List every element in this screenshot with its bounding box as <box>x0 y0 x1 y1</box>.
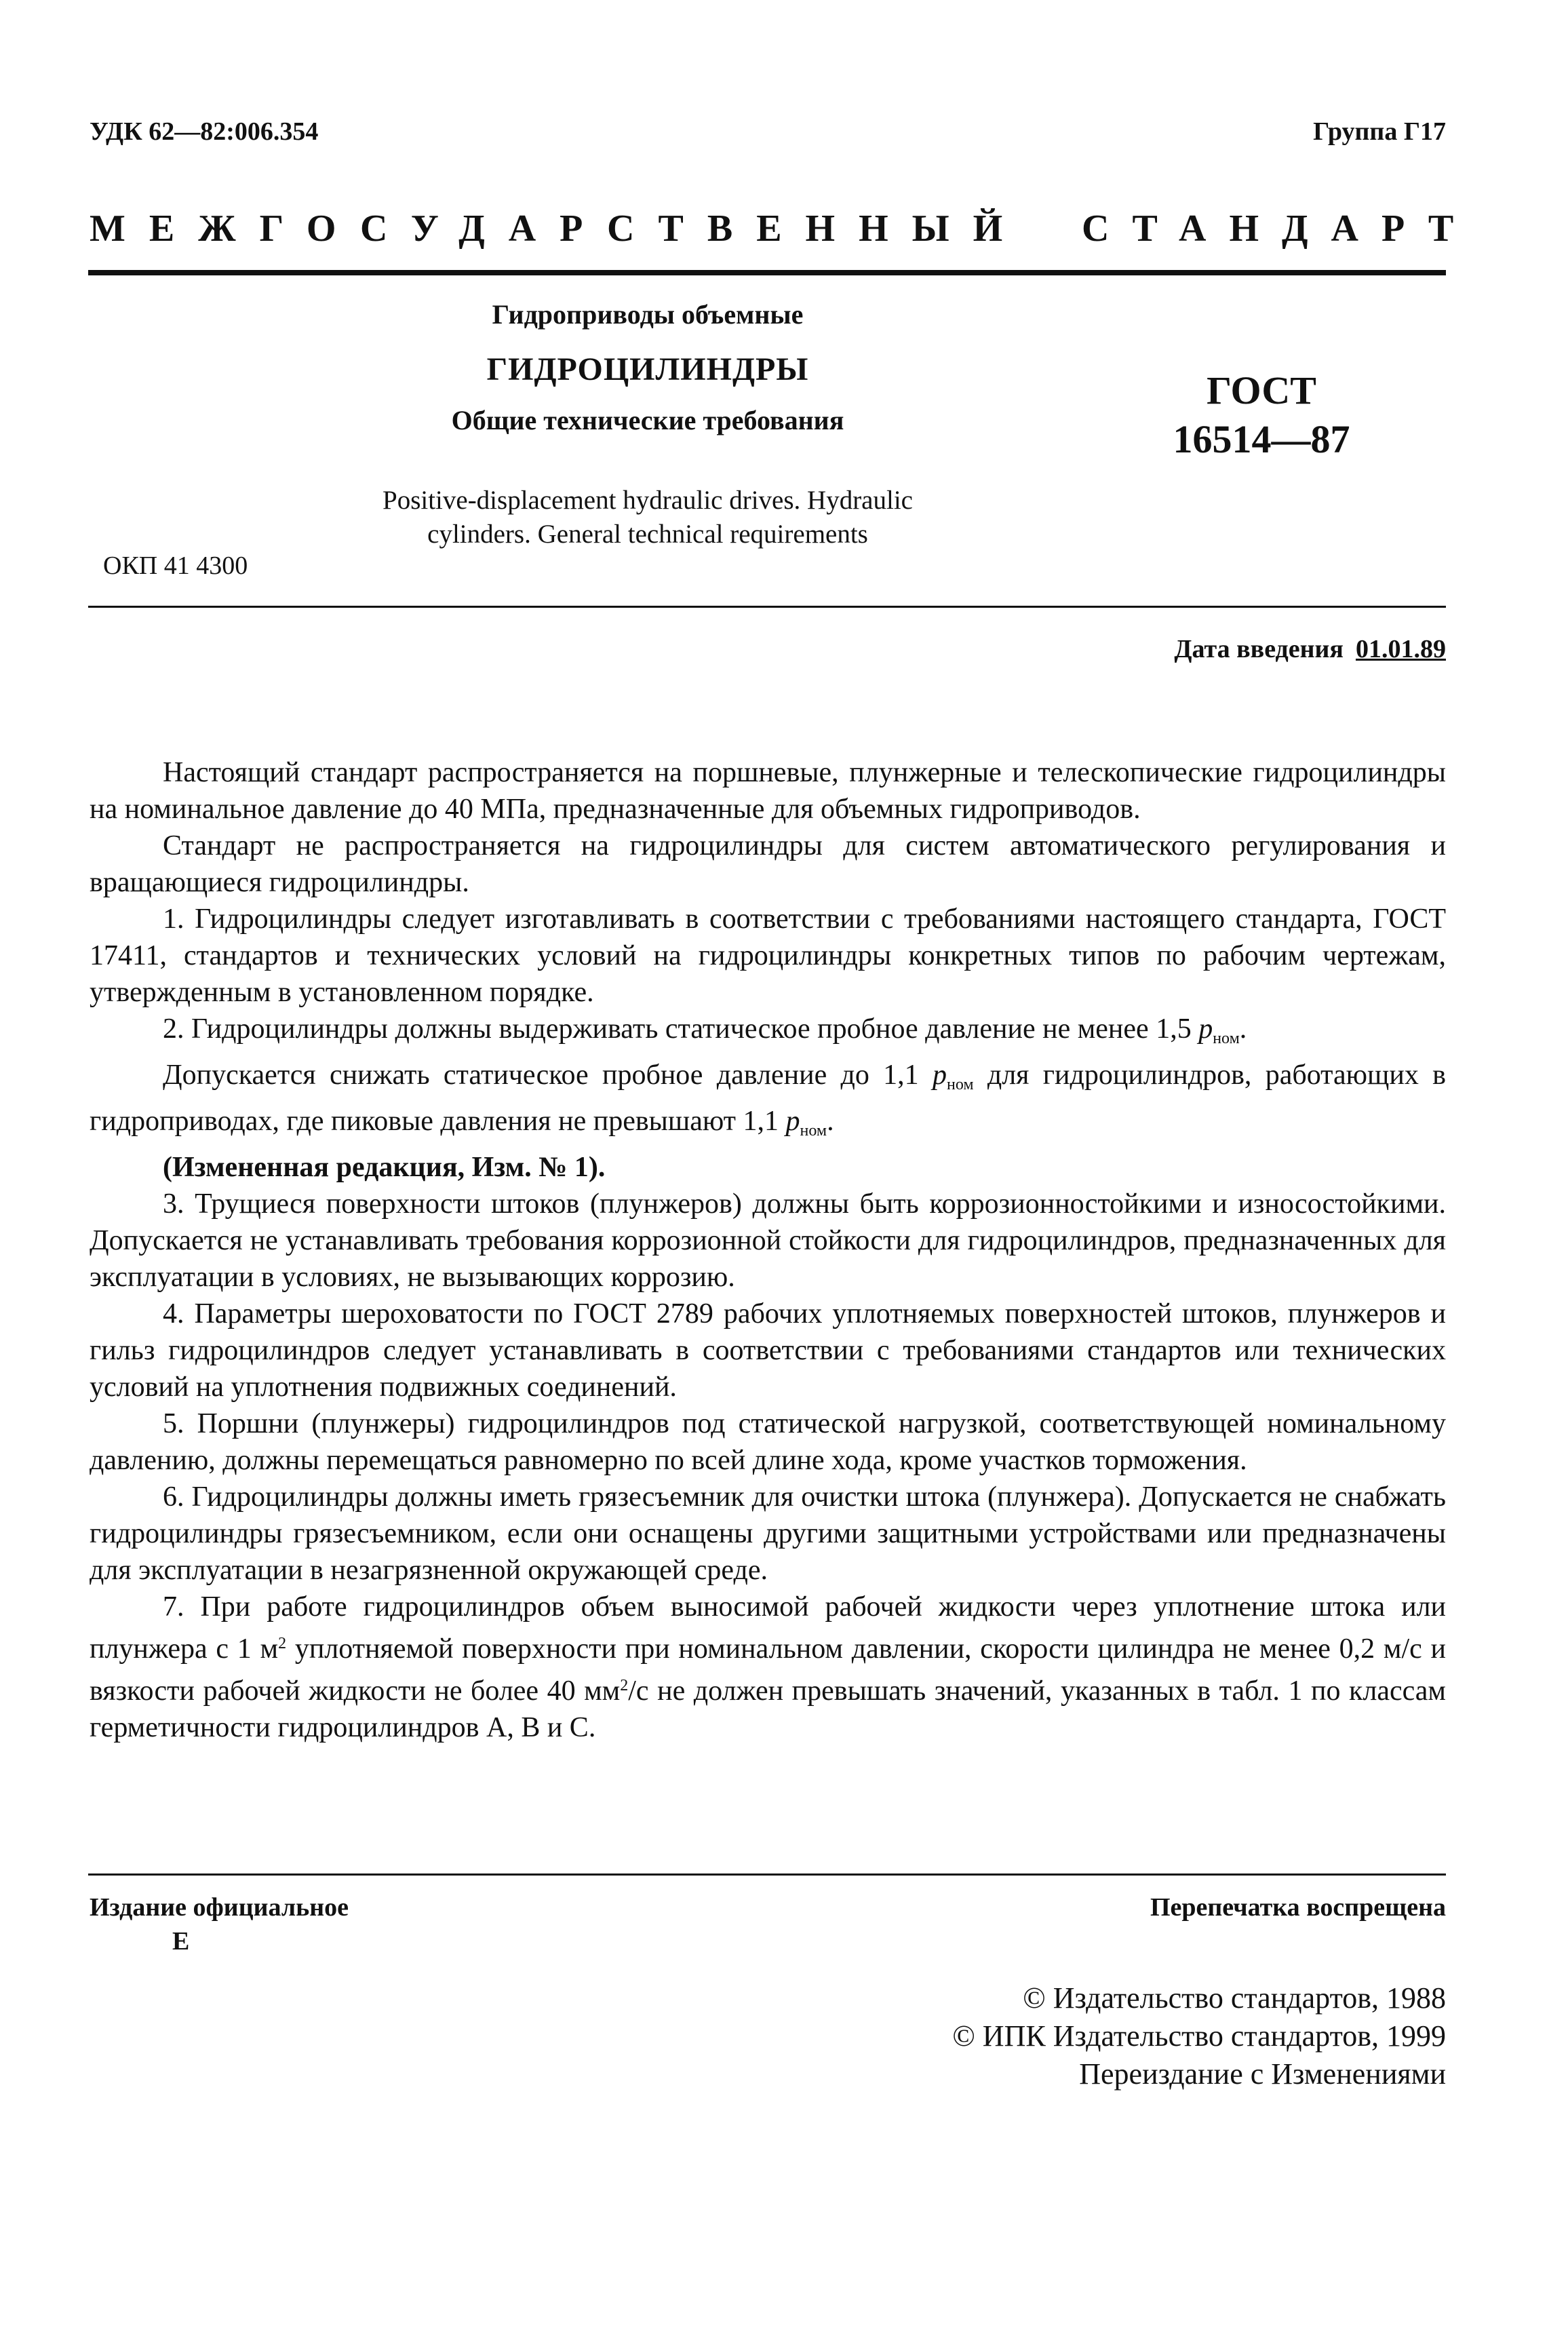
udk-code: УДК 62—82:006.354 <box>90 117 319 146</box>
group-code: Группа Г17 <box>1313 117 1446 146</box>
title-main: ГИДРОЦИЛИНДРЫ <box>486 351 809 387</box>
copyright-block <box>952 1979 1446 2093</box>
title-english-line1: Positive-displacement hydraulic drives. Hydraulic <box>383 486 913 515</box>
title-english-line2: cylinders. General technical requirements <box>427 520 868 549</box>
edition-letter: Е <box>172 1927 190 1956</box>
gost-label: ГОСТ <box>1207 368 1316 412</box>
footer-rule <box>88 1873 1446 1876</box>
clause-2: 2. Гидроцилиндры должны выдерживать статическое пробное давление не менее 1,5 $p_{ном}$. <box>163 1013 1247 1047</box>
date-label: Дата введения <box>1174 635 1344 663</box>
gost-designation <box>1119 366 1404 464</box>
reprint-notice: Перепечатка воспрещена <box>1150 1893 1446 1922</box>
banner-standard: СТАНДАРТ <box>1082 208 1477 250</box>
header-rule <box>88 270 1446 275</box>
official-edition: Издание официальное <box>90 1893 349 1922</box>
amendment-mark: (Измененная редакция, Изм. № 1). <box>163 1152 606 1183</box>
introduction-date <box>1174 634 1446 664</box>
title-english <box>244 484 1051 551</box>
date-value: 01.01.89 <box>1356 635 1446 663</box>
clause-3: 3. Трущиеся поверхности штоков (плунжеров) должны быть коррозионностойкими и износостойкими. Допускается не устанавливать требования коррозионной стойкости для гидроцилиндров, предназначенных для эксплуатации в условиях, не вызывающих коррозию. <box>90 1188 1446 1293</box>
title-subtitle: Общие технические требования <box>451 405 844 435</box>
clause-6: 6. Гидроцилиндры должны иметь грязесъемник для очистки штока (плунжера). Допускается не снабжать гидроцилиндры грязесъемником, если они оснащены другими защитными устройствами или предназначены для эксплуатации в незагрязненной окружающей среде. <box>90 1481 1446 1586</box>
title-block <box>244 298 1051 551</box>
gost-number: 16514—87 <box>1173 417 1350 461</box>
okp-code: ОКП 41 4300 <box>103 551 248 580</box>
body-text <box>90 754 1446 1746</box>
clause-2-note: Допускается снижать статическое пробное давление до 1,1 $p_{ном}$ для гидроцилиндров, работающих в гидроприводах, где пиковые давления не превышают 1,1 $p_{ном}$. <box>90 1060 1446 1140</box>
banner-interstate: МЕЖГОСУДАРСТВЕННЫЙ <box>90 208 1027 250</box>
copyright-1988: © Издательство стандартов, 1988 <box>1023 1981 1446 2015</box>
paragraph-exclusion: Стандарт не распространяется на гидроцилиндры для систем автоматического регулирования и вращающиеся гидроцилиндры. <box>90 830 1446 898</box>
clause-4: 4. Параметры шероховатости по ГОСТ 2789 рабочих уплотняемых поверхностей штоков, плунжеров и гильз гидроцилиндров следует устанавливать в соответствии с требованиями стандартов или технических условий на уплотнения подвижных соединений. <box>90 1298 1446 1403</box>
copyright-1999: © ИПК Издательство стандартов, 1999 <box>952 2019 1446 2053</box>
reissue-note: Переиздание с Изменениями <box>1079 2057 1446 2091</box>
clause-5: 5. Поршни (плунжеры) гидроцилиндров под статической нагрузкой, соответствующей номинальному давлению, должны перемещаться равномерно по всей длине хода, кроме участков торможения. <box>90 1408 1446 1476</box>
title-rule <box>88 606 1446 608</box>
clause-1: 1. Гидроцилиндры следует изготавливать в соответствии с требованиями настоящего стандарта, ГОСТ 17411, стандартов и технических условий на гидроцилиндры конкретных типов по рабочим чертежам, утвержденным в установленном порядке. <box>90 904 1446 1008</box>
paragraph-scope: Настоящий стандарт распространяется на поршневые, плунжерные и телескопические гидроцилиндры на номинальное давление до 40 МПа, предназначенные для объемных гидроприводов. <box>90 757 1446 825</box>
clause-7: 7. При работе гидроцилиндров объем выносимой рабочей жидкости через уплотнение штока или плунжера с 1 $м^2$ уплотняемой поверхности при номинальном давлении, скорости цилиндра не менее 0,2 м/с и вязкости рабочей жидкости не более 40 $мм^2/с$ не должен превышать значений, указанных в табл. 1 по классам герметичности гидроцилиндров А, В и С. <box>90 1591 1446 1743</box>
title-category: Гидроприводы объемные <box>492 299 804 330</box>
